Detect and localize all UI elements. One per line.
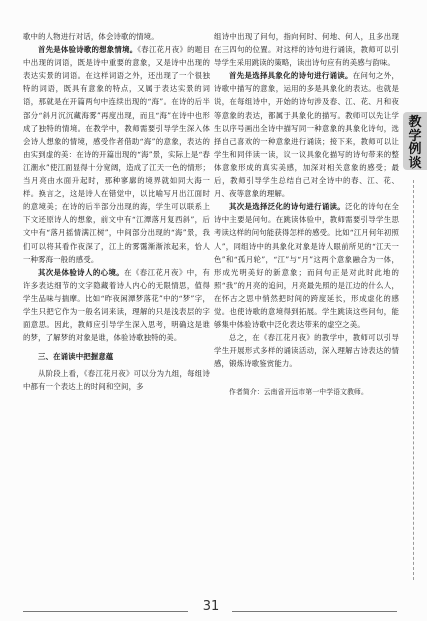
left-column (23, 30, 210, 394)
page-number: 31 (202, 599, 220, 614)
paragraph-body: 《春江花月夜》的题目中出现的词语，既是诗中重要的意象，又是诗中出现的表达实景的词语。在这样词语之外，还出现了一个很独特的词语，既具有意象的特点，又属于表达实景的词语，那就是在开篇两句中连续出现的“海”。在诗的后半部分“斜月沉沉藏海雾”再度出现，而且“海”在诗中也形成了独特的情境。在教学中，教师需要引导学生深入体会诗人想象的情境，感受作者借助“海”的意象，表达的由实到虚的美：在诗的开篇出现的“海”景，实际上是“春江潮水”使江面显得十分宽阔，造成了江天一色的情形；当月亮由水面升起时，那种寥廓的境界就如同大海一样。换言之，这是诗人在错觉中，以比喻写月出江面时的意境美；在诗的后半部分出现的海，学生可以联系上下文还原诗人的想象，前文中有“江潭落月复西斜”，后文中有“落月摇情满江树”，中间部分出现的“海”景，我们可以将其看作夜深了，江上的雾霭渐渐浓起来，恰人一种雾海一般的感受。 (23, 45, 210, 264)
section-tab-char: 谈 (408, 155, 422, 171)
paragraph: 从阶段上看，《春江花月夜》可以分为九组，每组诗中都有一个表达上的时间和空间，多 (23, 369, 210, 392)
section-tab-label (406, 116, 424, 170)
paragraph: 总之，在《春江花月夜》的教学中，教师可以引导学生开展形式多样的诵读活动，深入理解古诗表达的情感，锻炼诗歌鉴赏能力。 (214, 333, 399, 369)
paragraph-lead: 其次是体验诗人的心境。 (38, 267, 125, 277)
paragraph-body: 泛化的诗句在全诗中主要是问句。在跳读体验中，教师需要引导学生思考读这样的问句能获得怎样的感受。比如“江月何年初照人”，同组诗中的具象化对象是诗人眼前所见的“江天一色”和“孤月轮”，“江”与“月”这两个意象融合为一体，形成光明美好的新意象；而问句正是对此时此地的照“我”的月亮的追问，月亮最先照的是江边的什么人，在怀古之思中悄然把时间的跨度延长，形成虚化的感觉。也使诗歌的意境得到拓展。学生跳读这些问句，能够集中体验诗歌中泛化表达带来的虚空之美。 (214, 202, 399, 330)
footer-rule-left (23, 611, 188, 612)
footer-rule-right (232, 611, 397, 612)
margin-dashed-line (413, 180, 414, 580)
section-tab-char: 学 (408, 128, 422, 144)
paragraph: 组诗中出现了问句，指向何时、何地、何人，且多出现在三四句的位置。对这样的诗句进行诵读，教师可以引导学生采用跳读的策略，读出诗句应有的美感与韵味。 (214, 32, 399, 68)
paragraph-lead: 首先是选择具象化的诗句进行诵读。 (229, 71, 353, 81)
paragraph-body: 在《春江花月夜》中，有许多表达细节的文字隐藏着诗人内心的无限情思，值得学生品味与揣摩。比如“昨夜闲潭梦落花”中的“梦”字，学生只把它作为一般名词来读，理解的只是浅表层的字面意思。因此，教师应引导学生深入思考，明确这是谁的梦，了解梦的对象是谁，体验诗歌独特的美。 (23, 267, 210, 343)
paragraph (214, 200, 399, 331)
section-tab-char: 例 (408, 142, 422, 157)
paragraph (23, 43, 210, 266)
paragraph (23, 266, 210, 345)
paragraph-lead: 其次是选择泛化的诗句进行诵读。 (229, 202, 346, 212)
right-column (214, 30, 399, 400)
author-note: 作者简介：云南省开远市第一中学语文教师。 (229, 388, 368, 397)
paragraph-lead: 首先是体验诗歌的想象情境。 (38, 45, 138, 55)
section-heading: 三、在诵读中把握意蕴 (38, 352, 114, 362)
section-tab-char: 教 (408, 115, 422, 130)
paragraph-body: 在问句之外，诗歌中描写的意象，运用的多是具象化的表达。也就是说，在每组诗中，开始的诗句涉及春、江、花、月和夜等意象的表达，都属于具象化的描写。教师可以先让学生以序号画出全诗中描写同一种意象的具象化诗句，选择自己喜欢的一种意象进行诵读；接下来，教师可以让学生和同伴读一读，议一议具象化描写的诗句带来的整体意象形成的真实美感，加深对相关意象的感受；最后，教师引导学生总结自己对全诗中的春、江、花、月、夜等意象的理解。 (214, 71, 400, 199)
paragraph (214, 69, 399, 200)
paragraph: 歌中的人物进行对话，体会诗歌的情境。 (23, 32, 159, 41)
